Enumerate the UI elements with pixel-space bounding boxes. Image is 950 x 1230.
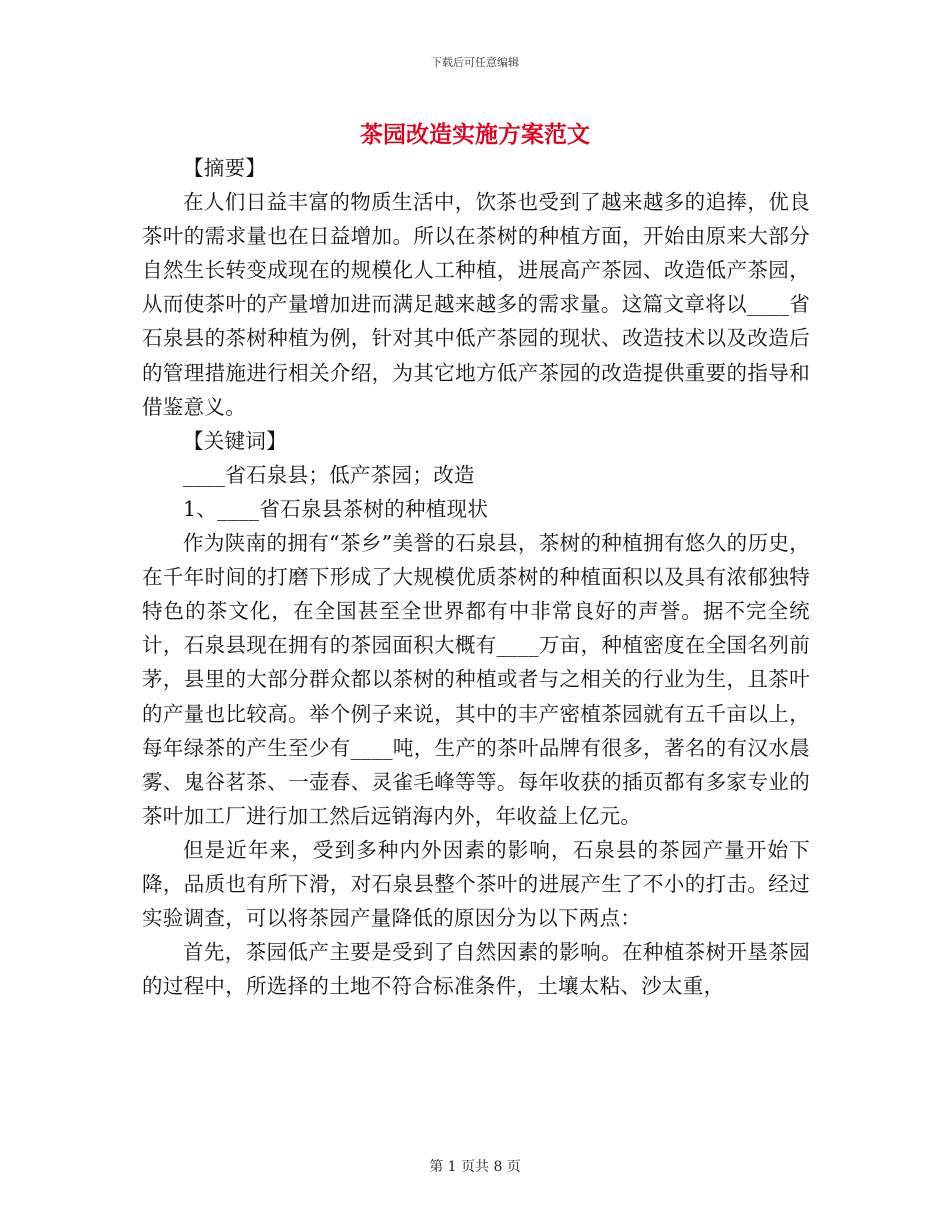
body-paragraph: 首先，茶园低产主要是受到了自然因素的影响。在种植茶树开垦茶园的过程中，所选择的土地不符合标准条件，土壤太粘、沙太重， bbox=[142, 940, 810, 999]
body-paragraph: 但是近年来，受到多种内外因素的影响，石泉县的茶园产量开始下降，品质也有所下滑，对石泉县整个茶叶的进展产生了不小的打击。经过实验调查，可以将茶园产量降低的原因分为以下两点： bbox=[142, 837, 810, 931]
page-number: 第 1 页共 8 页 bbox=[429, 1159, 521, 1175]
abstract-paragraph: 在人们日益丰富的物质生活中，饮茶也受到了越来越多的追捧，优良茶叶的需求量也在日益增加。所以在茶树的种植方面，开始由原来大部分自然生长转变成现在的规模化人工种植，进展高产茶园、改造低产茶园，从而使茶叶的产量增加进而满足越来越多的需求量。这篇文章将以____省石泉县的茶树种植为例，针对其中低产茶园的现状、改造技术以及改造后的管理措施进行相关介绍，为其它地方低产茶园的改造提供重要的指导和借鉴意义。 bbox=[142, 190, 810, 419]
header-note: 下载后可任意编辑 bbox=[431, 56, 519, 69]
keywords-paragraph: ____省石泉县；低产茶园；改造 bbox=[183, 462, 475, 487]
keywords-heading: 【关键词】 bbox=[183, 428, 287, 453]
section-heading-1: 1、____省石泉县茶树的种植现状 bbox=[183, 496, 489, 521]
document-body bbox=[142, 151, 810, 1003]
abstract-heading: 【摘要】 bbox=[183, 156, 267, 180]
document-title: 茶园改造实施方案范文 bbox=[360, 121, 590, 148]
body-paragraph: 作为陕南的拥有“茶乡”美誉的石泉县，茶树的种植拥有悠久的历史，在千年时间的打磨下形成了大规模优质茶树的种植面积以及具有浓郁独特特色的茶文化，在全国甚至全世界都有中非常良好的声誉。据不完全统计，石泉县现在拥有的茶园面积大概有____万亩，种植密度在全国名列前茅，县里的大部分群众都以茶树的种植或者与之相关的行业为生，且茶叶的产量也比较高。举个例子来说，其中的丰产密植茶园就有五千亩以上，每年绿茶的产生至少有____吨，生产的茶叶品牌有很多，著名的有汉水晨雾、鬼谷茗茶、一壶春、灵雀毛峰等等。每年收获的插页都有多家专业的茶叶加工厂进行加工然后远销海内外，年收益上亿元。 bbox=[142, 531, 810, 828]
